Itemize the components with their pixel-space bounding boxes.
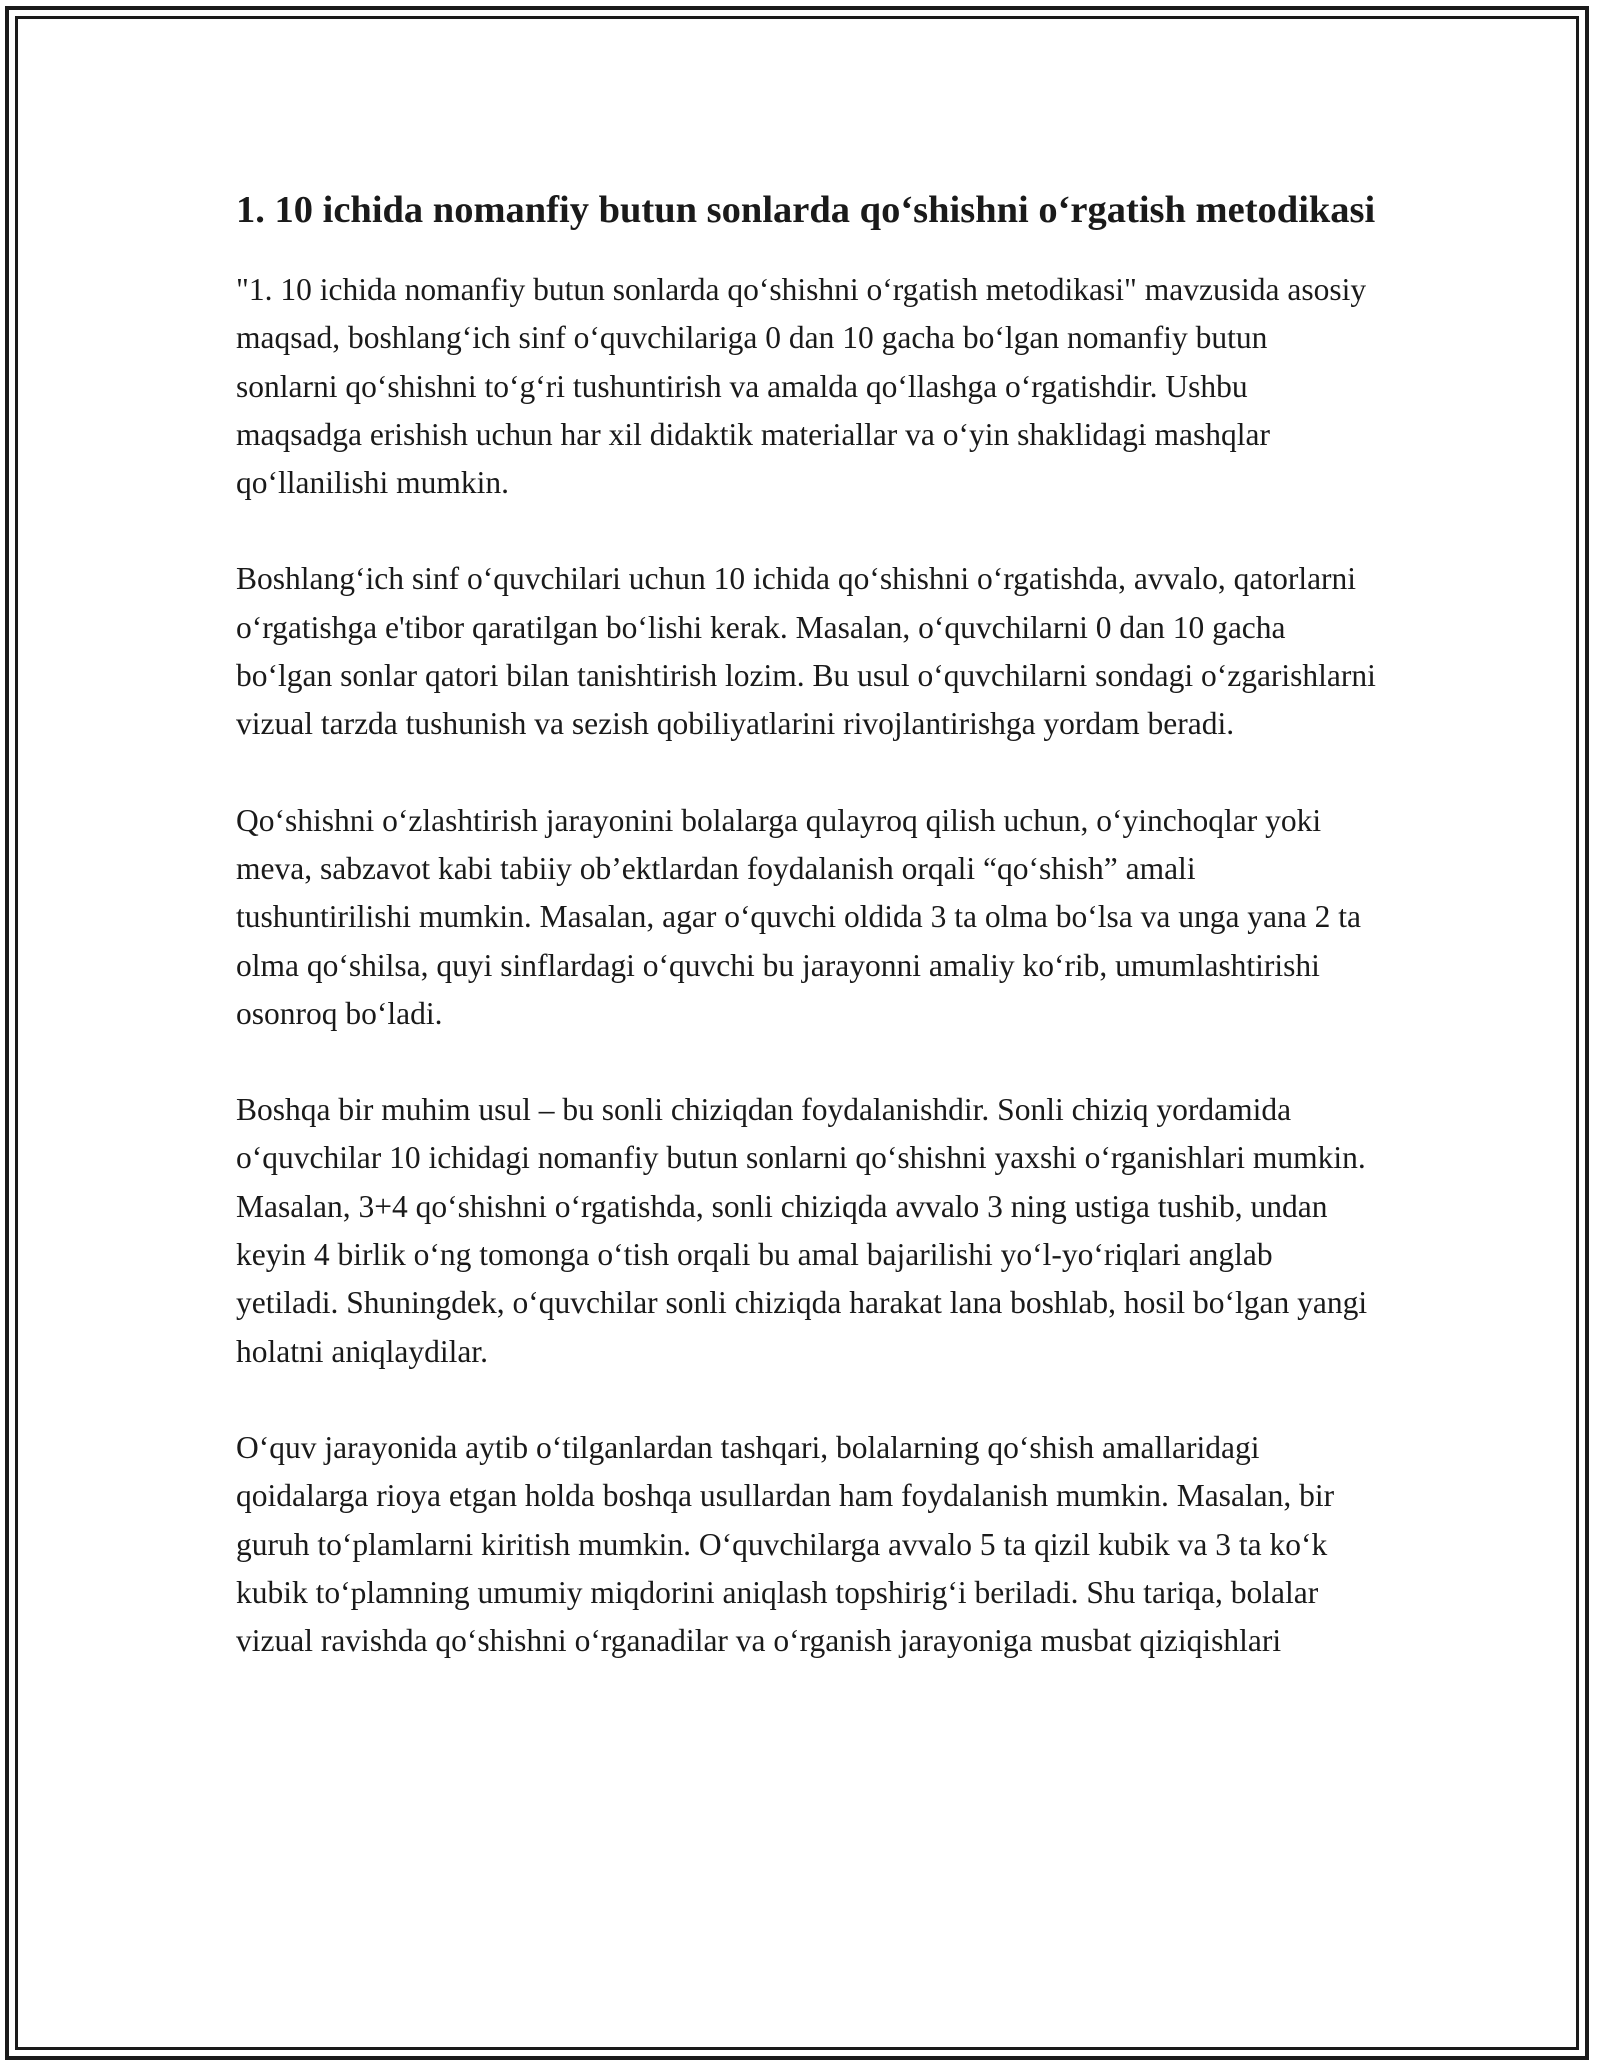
paragraph-4: Boshqa bir muhim usul – bu sonli chiziqdan foydalanishdir. Sonli chiziq yordamida o‘quvchilar 10 ichidagi nomanfiy butun sonlarni qo‘shishni yaxshi o‘rganishlari mumkin. Masalan, 3+4 qo‘shishni o‘rgatishda, sonli chiziqda avvalo 3 ning ustiga tushib, undan keyin 4 birlik o‘ng tomonga o‘tish orqali bu amal bajarilishi yo‘l-yo‘riqlari anglab yetiladi. Shuningdek, o‘quvchilar sonli chiziqda harakat lana boshlab, hosil bo‘lgan yangi holatni aniqlaydilar.: [236, 1092, 1368, 1369]
paragraph-2: Boshlang‘ich sinf o‘quvchilari uchun 10 ichida qo‘shishni o‘rgatishda, avvalo, qatorlarni o‘rgatishga e'tibor qaratilgan bo‘lishi kerak. Masalan, o‘quvchilarni 0 dan 10 gacha bo‘lgan sonlar qatori bilan tanishtirish lozim. Bu usul o‘quvchilarni sondagi o‘zgarishlarni vizual tarzda tushunish va sezish qobiliyatlarini rivojlantirishga yordam beradi.: [236, 561, 1376, 742]
paragraph-3: Qo‘shishni o‘zlashtirish jarayonini bolalarga qulayroq qilish uchun, o‘yinchoqlar yoki meva, sabzavot kabi tabiiy ob’ektlardan foydalanish orqali “qo‘shish” amali tushuntirilishi mumkin. Masalan, agar o‘quvchi oldida 3 ta olma bo‘lsa va unga yana 2 ta olma qo‘shilsa, quyi sinflardagi o‘quvchi bu jarayonni amaliy ko‘rib, umumlashtirishi osonroq bo‘ladi.: [236, 802, 1362, 1031]
paragraph-5: O‘quv jarayonida aytib o‘tilganlardan tashqari, bolalarning qo‘shish amallaridagi qoidalarga rioya etgan holda boshqa usullardan ham foydalanish mumkin. Masalan, bir guruh to‘plamlarni kiritish mumkin. O‘quvchilarga avvalo 5 ta qizil kubik va 3 ta ko‘k kubik to‘plamning umumiy miqdorini aniqlash topshirig‘i beriladi. Shu tariqa, bolalar vizual ravishda qo‘shishni o‘rganadilar va o‘rganish jarayoniga musbat qiziqishlari: [236, 1429, 1335, 1659]
paragraph-1: "1. 10 ichida nomanfiy butun sonlarda qo‘shishni o‘rgatish metodikasi" mavzusida asosiy maqsad, boshlang‘ich sinf o‘quvchilariga 0 dan 10 gacha bo‘lgan nomanfiy butun sonlarni qo‘shishni to‘g‘ri tushuntirish va amalda qo‘llashga o‘rgatishdir. Ushbu maqsadga erishish uchun har xil didaktik materiallar va o‘yin shaklidagi mashqlar qo‘llanilishi mumkin.: [236, 272, 1367, 501]
document-page: [236, 183, 1376, 1665]
document-title: 1. 10 ichida nomanfiy butun sonlarda qo‘shishni o‘rgatish metodikasi: [236, 189, 1376, 231]
